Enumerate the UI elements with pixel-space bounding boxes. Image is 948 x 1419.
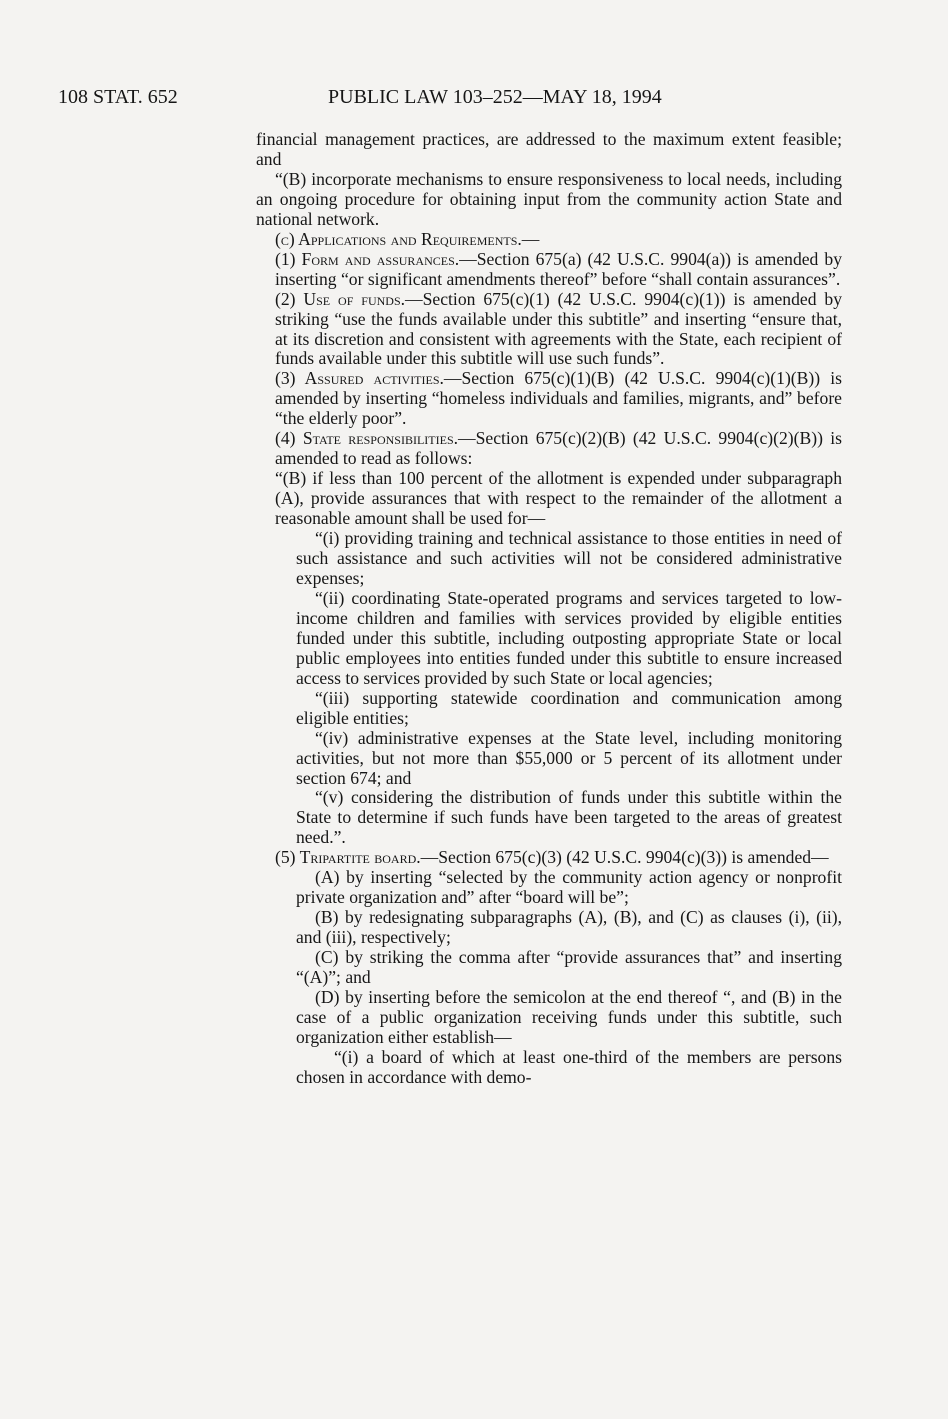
clause-text: “(v) considering the distribution of funds under this subtitle within the State to determine if such funds have been targeted to the areas of greatest need.”. (296, 787, 842, 848)
paragraph-text: Section 675(c)(2)(B) (42 U.S.C. 9904(c)(2)(B)) is amended to read as follows: (275, 428, 842, 469)
statute-page-reference: 108 STAT. 652 (58, 86, 178, 108)
clause-text: “(iv) administrative expenses at the State level, including monitoring activities, but not more than $55,000 or 5 percent of its allotment under section 674; and (296, 727, 842, 788)
subparagraph-text: (A) by inserting “selected by the community action agency or nonprofit private organization and” after “board will be”; (296, 867, 842, 908)
section-heading (256, 230, 842, 250)
paragraph-text: “(B) if less than 100 percent of the allotment is expended under subparagraph (A), provide assurances that with respect to the remainder of the allotment a reasonable amount shall be used for— (275, 468, 842, 529)
paragraph (256, 250, 842, 290)
clause (256, 529, 842, 589)
paragraph-heading: (2) Use of funds.— (275, 288, 423, 309)
subparagraph-text: (B) by redesignating subparagraphs (A), (B), and (C) as clauses (i), (ii), and (iii), respectively; (296, 907, 842, 948)
clause (256, 689, 842, 729)
paragraph-text: financial management practices, are addressed to the maximum extent feasible; and (256, 129, 842, 169)
paragraph (256, 290, 842, 370)
clause (256, 788, 842, 848)
paragraph-heading: (3) Assured activities.— (275, 368, 462, 389)
paragraph (256, 369, 842, 429)
clause-text: “(iii) supporting statewide coordination and communication among eligible entities; (296, 687, 842, 728)
subparagraph (256, 988, 842, 1048)
paragraph-text: Section 675(c)(3) (42 U.S.C. 9904(c)(3)) is amended— (438, 847, 829, 868)
page-header (0, 86, 948, 116)
paragraph-heading: (5) Tripartite board.— (275, 847, 439, 868)
paragraph-text: Section 675(a) (42 U.S.C. 9904(a)) is amended by inserting “or significant amendments thereof” before “shall contain assurances”. (275, 248, 842, 289)
section-heading-label: (c) Applications and Requirements.— (275, 228, 540, 249)
subparagraph (256, 948, 842, 988)
paragraph-heading: (4) State responsibilities.— (275, 428, 476, 449)
subparagraph-text: (C) by striking the comma after “provide assurances that” and inserting “(A)”; and (296, 947, 842, 988)
paragraph-text: Section 675(c)(1) (42 U.S.C. 9904(c)(1)) is amended by striking “use the funds available under this subtitle” and inserting “ensure that, at its discretion and consistent with agreements with the State, each recipient of funds available under this subtitle will use such funds”. (275, 288, 842, 369)
paragraph (256, 469, 842, 529)
paragraph-text: Section 675(c)(1)(B) (42 U.S.C. 9904(c)(1)(B)) is amended by inserting “homeless individuals and families, migrants, and” before “the elderly poor”. (275, 368, 842, 429)
clause (256, 729, 842, 789)
paragraph (256, 429, 842, 469)
subparagraph (256, 868, 842, 908)
paragraph (256, 130, 842, 170)
paragraph (256, 848, 842, 868)
subparagraph-text: (D) by inserting before the semicolon at the end thereof “, and (B) in the case of a public organization receiving funds under this subtitle, such organization either establish— (296, 986, 842, 1047)
clause-text: “(ii) coordinating State-operated programs and services targeted to low-income children and families with services provided by eligible entities funded under this subtitle, including outposting appropriate State or local public employees into entities funded under this subtitle to ensure increased access to services provided by such State or local agencies; (296, 587, 842, 688)
public-law-title: PUBLIC LAW 103–252—MAY 18, 1994 (328, 86, 662, 108)
clause (256, 1048, 842, 1088)
clause-text: “(i) a board of which at least one-third of the members are persons chosen in accordance with demo- (296, 1046, 842, 1087)
subparagraph (256, 908, 842, 948)
clause-text: “(i) providing training and technical assistance to those entities in need of such assistance and such activities will not be considered administrative expenses; (296, 528, 842, 588)
paragraph-text: “(B) incorporate mechanisms to ensure responsiveness to local needs, including an ongoing procedure for obtaining input from the community action State and national network. (256, 168, 842, 229)
paragraph (256, 170, 842, 230)
paragraph-heading: (1) Form and assurances.— (275, 248, 477, 269)
statute-body (256, 130, 842, 1088)
clause (256, 589, 842, 689)
